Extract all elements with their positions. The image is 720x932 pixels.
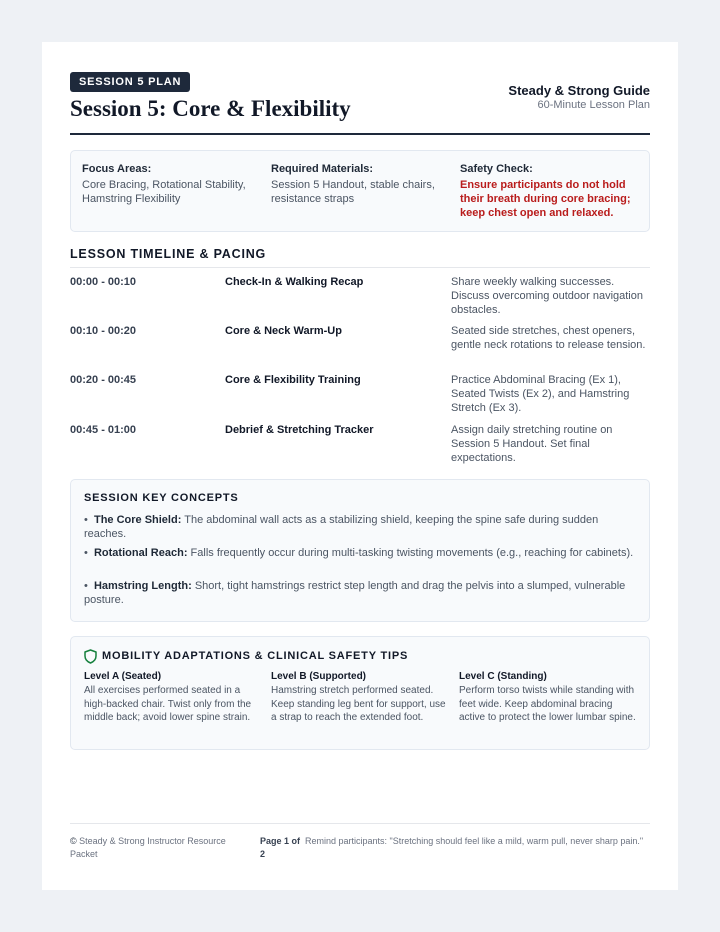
page-number: Page 1 of 2 bbox=[260, 836, 301, 859]
level-text: All exercises performed seated in a high-backed chair. Twist only from the middle back; avoid lower spine strain. bbox=[84, 685, 252, 723]
row-activity: Core & Flexibility Training bbox=[225, 374, 361, 386]
bullet-icon: • bbox=[84, 514, 94, 526]
row-activity: Core & Neck Warm-Up bbox=[225, 325, 342, 337]
concept-text: The abdominal wall acts as a stabilizing shield, keeping the spine safe during sudden reaches. bbox=[84, 514, 599, 540]
shield-icon bbox=[84, 649, 97, 664]
row-description: Seated side stretches, chest openers, gentle neck rotations to release tension. bbox=[451, 325, 646, 351]
timeline-divider bbox=[70, 267, 650, 268]
copyright-icon: © bbox=[70, 836, 77, 846]
timeline-title: LESSON TIMELINE & PACING bbox=[70, 247, 267, 261]
safety-text: Ensure participants do not hold their breath during core bracing; keep chest open and relaxed. bbox=[460, 179, 631, 219]
info-box bbox=[70, 150, 650, 232]
row-time: 00:00 - 00:10 bbox=[70, 276, 137, 288]
page-title: Session 5: Core & Flexibility bbox=[70, 96, 351, 121]
key-concepts-title: SESSION KEY CONCEPTS bbox=[84, 492, 239, 504]
footer-left-text: Steady & Strong Instructor Resource Packet bbox=[70, 836, 226, 859]
focus-areas bbox=[82, 162, 260, 206]
row-time: 00:45 - 01:00 bbox=[70, 424, 137, 436]
bullet-icon: • bbox=[84, 580, 94, 592]
session-badge: SESSION 5 PLAN bbox=[70, 72, 190, 92]
key-concepts-box bbox=[70, 479, 650, 622]
required-materials bbox=[271, 162, 446, 206]
level-text: Hamstring stretch performed seated. Keep standing leg bent for support, use a strap to reach the extended foot. bbox=[271, 685, 446, 723]
level-text: Perform torso twists while standing with feet wide. Keep abdominal bracing active to protect the lower lumbar spine. bbox=[459, 685, 636, 723]
concept-text: Falls frequently occur during multi-tasking twisting movements (e.g., reaching for cabinets). bbox=[190, 547, 634, 559]
concept-item bbox=[84, 546, 636, 560]
level-heading: Level A (Seated) bbox=[84, 671, 162, 682]
page bbox=[42, 42, 678, 890]
level-a bbox=[84, 670, 264, 724]
safety-check bbox=[460, 162, 640, 220]
level-c bbox=[459, 670, 639, 724]
focus-text: Core Bracing, Rotational Stability, Hamstring Flexibility bbox=[82, 179, 246, 205]
safety-heading: Safety Check: bbox=[460, 163, 533, 175]
bullet-icon: • bbox=[84, 547, 94, 559]
row-time: 00:10 - 00:20 bbox=[70, 325, 137, 337]
level-b bbox=[271, 670, 451, 724]
footer-divider bbox=[70, 823, 650, 824]
level-heading: Level B (Supported) bbox=[271, 671, 367, 682]
footer-note: Remind participants: "Stretching should feel like a mild, warm pull, never sharp pain." bbox=[305, 836, 644, 846]
concept-term: The Core Shield: bbox=[93, 514, 182, 526]
header-divider bbox=[70, 133, 650, 135]
row-activity: Debrief & Stretching Tracker bbox=[225, 424, 374, 436]
brand-name: Steady & Strong Guide bbox=[508, 83, 650, 98]
page-subtitle: 60-Minute Lesson Plan bbox=[537, 99, 650, 111]
focus-heading: Focus Areas: bbox=[82, 163, 152, 175]
adaptations-box bbox=[70, 636, 650, 750]
adaptations-title: MOBILITY ADAPTATIONS & CLINICAL SAFETY TIPS bbox=[102, 650, 409, 662]
concept-item bbox=[84, 579, 636, 607]
row-description: Assign daily stretching routine on Session 5 Handout. Set final expectations. bbox=[451, 424, 613, 464]
row-time: 00:20 - 00:45 bbox=[70, 374, 137, 386]
concept-term: Hamstring Length: bbox=[93, 580, 192, 592]
row-description: Practice Abdominal Bracing (Ex 1), Seated Twists (Ex 2), and Hamstring Stretch (Ex 3). bbox=[451, 374, 630, 414]
footer-source bbox=[70, 835, 250, 861]
materials-text: Session 5 Handout, stable chairs, resistance straps bbox=[271, 179, 435, 205]
row-activity: Check-In & Walking Recap bbox=[225, 276, 364, 288]
level-heading: Level C (Standing) bbox=[459, 671, 547, 682]
materials-heading: Required Materials: bbox=[271, 163, 374, 175]
concept-item bbox=[84, 513, 636, 541]
row-description: Share weekly walking successes. Discuss overcoming outdoor navigation obstacles. bbox=[451, 276, 643, 316]
concept-term: Rotational Reach: bbox=[93, 547, 188, 559]
concept-text: Short, tight hamstrings restrict step length and drag the pelvis into a slumped, vulnerable posture. bbox=[84, 580, 626, 606]
